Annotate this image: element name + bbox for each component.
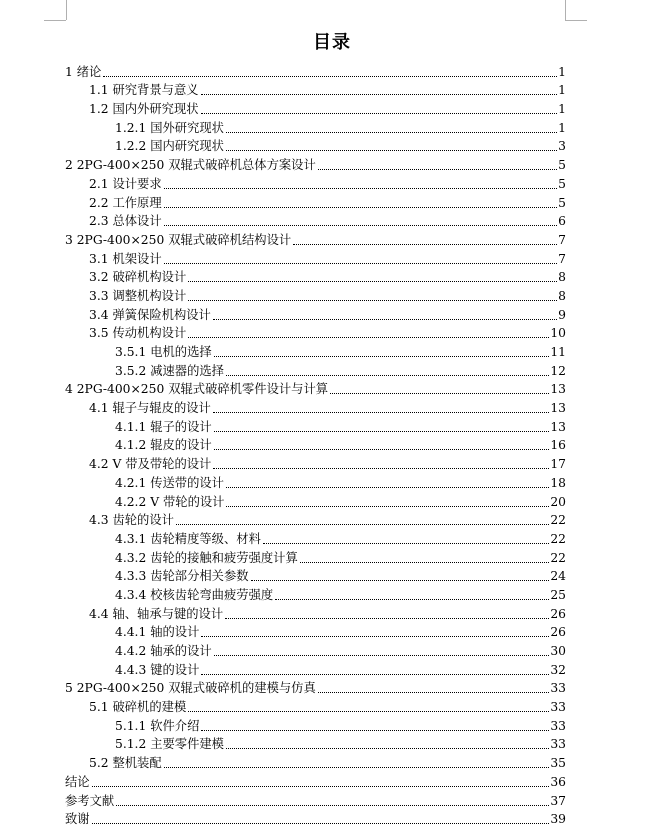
toc-entry-label: 5 2PG-400×250 双辊式破碎机的建模与仿真 [65, 681, 316, 696]
toc-entry-page-number: 13 [550, 382, 566, 397]
toc-dot-leader [318, 692, 550, 693]
toc-entry-label: 3.1 机架设计 [89, 251, 162, 266]
toc-entry-label: 3.5.1 电机的选择 [115, 345, 212, 359]
toc-entry[interactable] [65, 285, 566, 304]
toc-entry-page-number: 7 [558, 232, 566, 247]
toc-entry-label: 3 2PG-400×250 双辊式破碎机结构设计 [65, 232, 292, 247]
toc-entry-label: 4.1.2 辊皮的设计 [115, 438, 212, 453]
toc-entry[interactable] [65, 603, 566, 622]
toc-entry[interactable] [65, 528, 566, 547]
toc-entry-label: 致谢 [65, 812, 90, 827]
toc-entry-page-number: 18 [550, 475, 566, 490]
toc-entry-page-number: 13 [550, 401, 566, 416]
toc-entry-page-number: 16 [550, 438, 566, 453]
toc-entry-label: 4.1.1 辊子的设计 [115, 419, 212, 434]
toc-entry-label: 结论 [65, 774, 90, 789]
margin-corner-mark [66, 0, 67, 20]
toc-entry-label: 4.4 轴、轴承与键的设计 [89, 606, 224, 621]
toc-entry-page-number: 24 [550, 569, 566, 584]
toc-entry-page-number: 10 [550, 326, 566, 341]
toc-dot-leader [226, 748, 549, 749]
toc-dot-leader [213, 468, 549, 469]
toc-dot-leader [116, 805, 549, 806]
toc-entry[interactable] [65, 809, 566, 828]
toc-entry-label: 2.1 设计要求 [89, 176, 162, 191]
toc-dot-leader [214, 356, 550, 357]
toc-entry-label: 5.1.2 主要零件建模 [115, 737, 224, 752]
toc-entry-label: 2.2 工作原理 [89, 195, 162, 210]
toc-entry-label: 4.2.2 V 带轮的设计 [115, 494, 225, 509]
toc-entry-page-number: 11 [550, 345, 566, 359]
toc-dot-leader [213, 319, 557, 320]
toc-entry-page-number: 33 [550, 700, 566, 715]
toc-dot-leader [164, 225, 558, 226]
toc-dot-leader [188, 300, 557, 301]
toc-dot-leader [214, 449, 550, 450]
toc-dot-leader [225, 618, 549, 619]
toc-entry-page-number: 20 [550, 494, 566, 509]
toc-entry-label: 1.1 研究背景与意义 [89, 83, 199, 98]
toc-entry-page-number: 5 [558, 158, 566, 173]
margin-corner-mark [44, 20, 66, 21]
toc-entry[interactable] [65, 211, 566, 230]
toc-dot-leader [318, 169, 557, 170]
toc-entry-page-number: 13 [550, 419, 566, 434]
toc-entry[interactable] [65, 790, 566, 809]
toc-entry-page-number: 6 [558, 214, 566, 229]
toc-entry-label: 5.2 整机装配 [89, 756, 162, 771]
page-title: 目录 [313, 32, 351, 53]
toc-entry-page-number: 1 [558, 83, 566, 98]
toc-entry[interactable] [65, 659, 566, 678]
toc-dot-leader [92, 823, 550, 824]
toc-dot-leader [300, 562, 550, 563]
toc-dot-leader [188, 337, 549, 338]
toc-entry[interactable] [65, 80, 566, 99]
toc-dot-leader [201, 730, 549, 731]
toc-entry-label: 4.3 齿轮的设计 [89, 513, 174, 528]
toc-entry[interactable] [65, 304, 566, 323]
toc-entry-label: 4.3.1 齿轮精度等级、材料 [115, 531, 261, 546]
toc-entry-page-number: 5 [558, 176, 566, 191]
toc-entry-page-number: 30 [550, 644, 566, 658]
toc-entry[interactable] [65, 379, 566, 398]
toc-entry[interactable] [65, 734, 566, 753]
toc-entry[interactable] [65, 341, 566, 360]
toc-entry-page-number: 25 [550, 587, 566, 602]
toc-dot-leader [103, 76, 557, 77]
toc-entry[interactable] [65, 584, 566, 603]
toc-entry-page-number: 12 [550, 363, 566, 378]
toc-entry-label: 2 2PG-400×250 双辊式破碎机总体方案设计 [65, 158, 316, 173]
toc-entry[interactable] [65, 771, 566, 790]
toc-entry-label: 4.4.1 轴的设计 [115, 625, 200, 640]
toc-entry[interactable] [65, 715, 566, 734]
toc-dot-leader [201, 94, 558, 95]
toc-dot-leader [293, 244, 557, 245]
toc-entry[interactable] [65, 752, 566, 771]
toc-dot-leader [201, 636, 549, 637]
toc-entry-label: 4 2PG-400×250 双辊式破碎机零件设计与计算 [65, 382, 329, 397]
toc-entry-page-number: 17 [550, 457, 566, 472]
toc-entry-page-number: 35 [550, 756, 566, 771]
toc-entry-page-number: 3 [558, 139, 566, 154]
toc-entry-page-number: 37 [550, 793, 566, 808]
toc-dot-leader [201, 674, 549, 675]
toc-dot-leader [164, 263, 558, 264]
toc-entry[interactable] [65, 397, 566, 416]
toc-entry-label: 4.2.1 传送带的设计 [115, 475, 224, 490]
toc-entry-label: 5.1.1 软件介绍 [115, 718, 200, 733]
toc-entry-page-number: 22 [550, 513, 566, 528]
toc-entry[interactable] [65, 61, 566, 80]
toc-entry[interactable] [65, 678, 566, 697]
toc-dot-leader [226, 487, 549, 488]
toc-entry[interactable] [65, 360, 566, 379]
toc-entry-label: 4.4.3 键的设计 [115, 662, 200, 677]
toc-dot-leader [188, 711, 549, 712]
toc-entry[interactable] [65, 696, 566, 715]
toc-entry-label: 1.2.1 国外研究现状 [115, 120, 224, 135]
toc-entry[interactable] [65, 640, 566, 659]
toc-entry-page-number: 33 [550, 718, 566, 733]
toc-entry-label: 4.4.2 轴承的设计 [115, 644, 212, 658]
toc-dot-leader [214, 655, 550, 656]
toc-entry-label: 2.3 总体设计 [89, 214, 162, 229]
toc-dot-leader [176, 524, 549, 525]
margin-corner-mark [565, 20, 587, 21]
toc-entry-page-number: 26 [550, 625, 566, 640]
toc-entry[interactable] [65, 416, 566, 435]
toc-dot-leader [188, 281, 557, 282]
toc-entry[interactable] [65, 453, 566, 472]
toc-entry[interactable] [65, 472, 566, 491]
toc-dot-leader [226, 506, 549, 507]
toc-dot-leader [164, 767, 550, 768]
toc-dot-leader [92, 786, 550, 787]
toc-entry[interactable] [65, 510, 566, 529]
toc-dot-leader [226, 375, 549, 376]
toc-dot-leader [330, 393, 549, 394]
toc-entry[interactable] [65, 192, 566, 211]
toc-entry-page-number: 36 [550, 774, 566, 789]
toc-entry-page-number: 1 [558, 120, 566, 135]
toc-entry[interactable] [65, 117, 566, 136]
toc-entry-page-number: 32 [550, 662, 566, 677]
toc-entry-page-number: 39 [550, 812, 566, 827]
toc-entry-label: 1.2.2 国内研究现状 [115, 139, 224, 154]
toc-dot-leader [214, 431, 550, 432]
toc-dot-leader [263, 543, 549, 544]
toc-entry-label: 3.5 传动机构设计 [89, 326, 187, 341]
toc-dot-leader [164, 188, 558, 189]
toc-entry[interactable] [65, 547, 566, 566]
toc-entry-page-number: 1 [558, 64, 566, 79]
toc-entry[interactable] [65, 98, 566, 117]
margin-corner-mark [565, 0, 566, 20]
toc-entry[interactable] [65, 323, 566, 342]
toc-dot-leader [275, 599, 549, 600]
toc-entry-label: 4.1 辊子与辊皮的设计 [89, 401, 211, 416]
toc-entry-label: 参考文献 [65, 793, 115, 808]
toc-entry-page-number: 22 [550, 550, 566, 565]
toc-dot-leader [226, 150, 557, 151]
toc-entry-label: 3.5.2 减速器的选择 [115, 363, 224, 378]
toc-entry-page-number: 22 [550, 531, 566, 546]
toc-entry-page-number: 33 [550, 681, 566, 696]
toc-entry[interactable] [65, 229, 566, 248]
toc-dot-leader [201, 113, 558, 114]
toc-entry[interactable] [65, 435, 566, 454]
toc-entry-page-number: 8 [558, 288, 566, 303]
toc-entry-page-number: 1 [558, 102, 566, 117]
toc-entry-page-number: 26 [550, 606, 566, 621]
table-of-contents [65, 61, 566, 827]
toc-dot-leader [226, 132, 557, 133]
toc-entry[interactable] [65, 154, 566, 173]
toc-entry-label: 1.2 国内外研究现状 [89, 102, 199, 117]
toc-entry-label: 4.2 V 带及带轮的设计 [89, 457, 212, 472]
toc-entry-label: 3.2 破碎机构设计 [89, 270, 187, 285]
toc-entry[interactable] [65, 491, 566, 510]
toc-entry[interactable] [65, 248, 566, 267]
toc-entry[interactable] [65, 136, 566, 155]
toc-entry-label: 4.3.2 齿轮的接触和疲劳强度计算 [115, 550, 298, 565]
toc-entry-page-number: 9 [558, 307, 566, 322]
toc-entry-label: 5.1 破碎机的建模 [89, 700, 187, 715]
toc-entry[interactable] [65, 173, 566, 192]
toc-entry-page-number: 33 [550, 737, 566, 752]
toc-entry[interactable] [65, 566, 566, 585]
toc-entry-page-number: 5 [558, 195, 566, 210]
toc-entry-label: 4.3.4 校核齿轮弯曲疲劳强度 [115, 587, 274, 602]
toc-dot-leader [164, 207, 558, 208]
toc-entry[interactable] [65, 622, 566, 641]
toc-entry-label: 1 绪论 [65, 64, 102, 79]
toc-entry-page-number: 7 [558, 251, 566, 266]
toc-entry-label: 3.3 调整机构设计 [89, 288, 187, 303]
toc-entry-label: 4.3.3 齿轮部分相关参数 [115, 569, 249, 584]
toc-entry-label: 3.4 弹簧保险机构设计 [89, 307, 211, 322]
toc-entry[interactable] [65, 267, 566, 286]
toc-dot-leader [251, 580, 550, 581]
toc-dot-leader [213, 412, 550, 413]
toc-entry-page-number: 8 [558, 270, 566, 285]
